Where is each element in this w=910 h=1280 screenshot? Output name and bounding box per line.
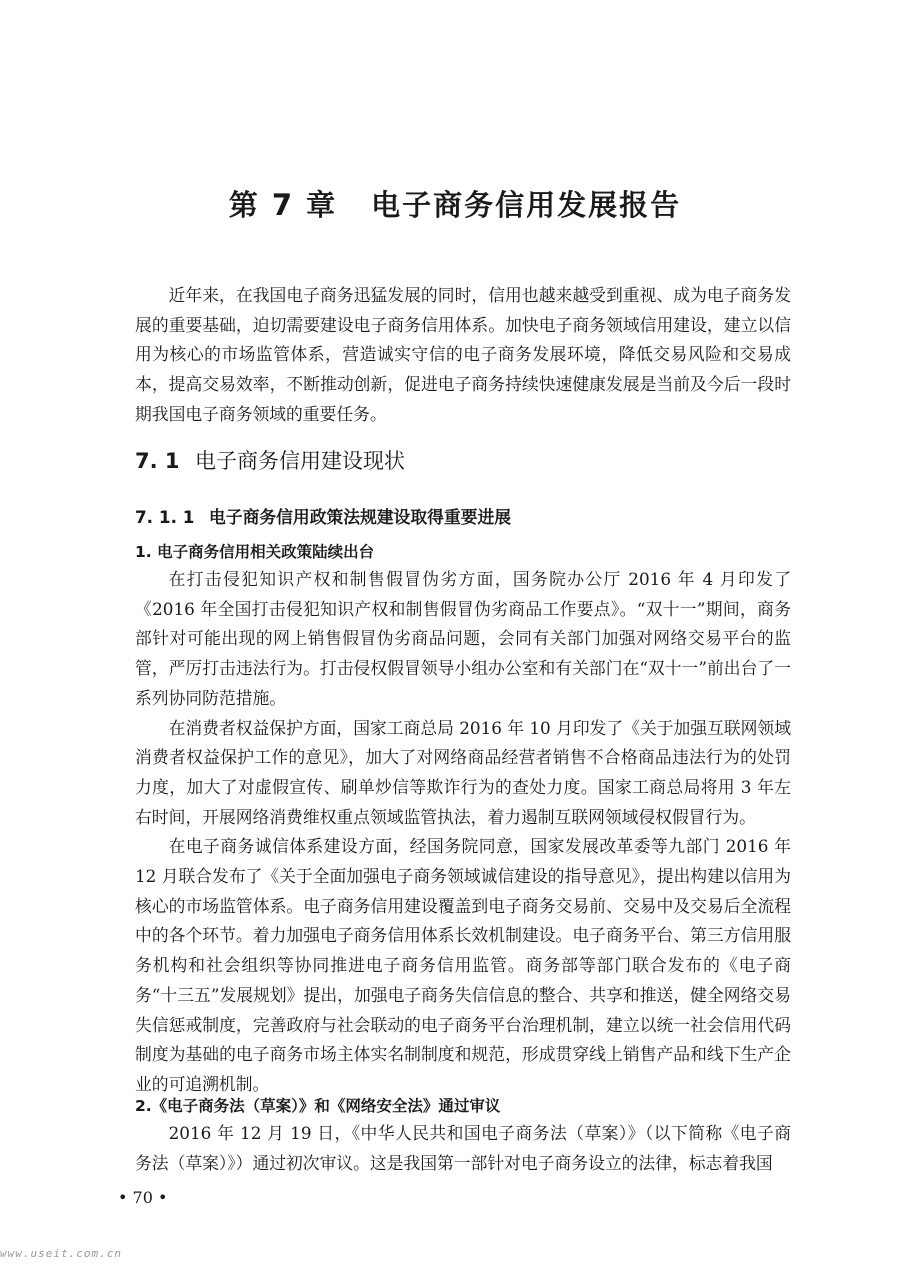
paragraph: 在打击侵犯知识产权和制售假冒伪劣方面，国务院办公厅 2016 年 4 月印发了《2016 年全国打击侵犯知识产权和制售假冒伪劣商品工作要点》。“双十一”期间，商务部针对可能出现的网上销售假冒伪劣商品问题，会同有关部门加强对网络交易平台的监管，严厉打击违法行为。打击侵权假冒领导小组办公室和有关部门在“双十一”前出台了一系列协同防范措施。 <box>135 569 791 708</box>
page-number: • 70 • <box>118 1188 168 1207</box>
watermark: www.useit.com.cn <box>0 1247 122 1260</box>
chapter-label: 第 7 章 <box>228 188 338 222</box>
item-heading-1: 1. 电子商务信用相关政策陆续出台 <box>135 543 375 561</box>
section-heading <box>135 446 405 476</box>
paragraph: 在电子商务诚信体系建设方面，经国务院同意，国家发展改革委等九部门 2016 年 12 月联合发布了《关于全面加强电子商务领域诚信建设的指导意见》，提出构建以信用为核心的市场监管体系。电子商务信用建设覆盖到电子商务交易前、交易中及交易后全流程中的各个环节。着力加强电子商务信用体系长效机制建设。电子商务平台、第三方信用服务机构和社会组织等协同推进电子商务信用监管。商务部等部门联合发布的《电子商务“十三五”发展规划》提出，加强电子商务失信信息的整合、共享和推送，健全网络交易失信惩戒制度，完善政府与社会联动的电子商务平台治理机制，建立以统一社会信用代码制度为基础的电子商务市场主体实名制制度和规范，形成贯穿线上销售产品和线下生产企业的可追溯机制。 <box>135 836 791 1094</box>
item-heading-2: 2.《电子商务法（草案）》和《网络安全法》通过审议 <box>135 1097 501 1115</box>
subsection-number: 7. 1. 1 <box>135 507 195 527</box>
paragraph: 在消费者权益保护方面，国家工商总局 2016 年 10 月印发了《关于加强互联网领域消费者权益保护工作的意见》，加大了对网络商品经营者销售不合格商品违法行为的处罚力度，加大了对虚假宣传、刷单炒信等欺诈行为的查处力度。国家工商总局将用 3 年左右时间，开展网络消费维权重点领域监管执法，着力遏制互联网领域侵权假冒行为。 <box>135 717 791 827</box>
intro-paragraph: 近年来，在我国电子商务迅猛发展的同时，信用也越来越受到重视、成为电子商务发展的重要基础，迫切需要建设电子商务信用体系。加快电子商务领域信用建设，建立以信用为核心的市场监管体系，营造诚实守信的电子商务发展环境，降低交易风险和交易成本，提高交易效率，不断推动创新，促进电子商务持续快速健康发展是当前及今后一段时期我国电子商务领域的重要任务。 <box>135 285 791 424</box>
subsection-title: 电子商务信用政策法规建设取得重要进展 <box>209 507 512 527</box>
paragraph: 2016 年 12 月 19 日，《中华人民共和国电子商务法（草案）》（以下简称《电子商务法（草案）》）通过初次审议。这是我国第一部针对电子商务设立的法律，标志着我国 <box>135 1123 791 1173</box>
section-title: 电子商务信用建设现状 <box>195 449 405 473</box>
subsection-heading <box>135 503 511 531</box>
item1-body <box>135 565 791 1100</box>
section-number: 7. 1 <box>135 449 180 473</box>
item2-body <box>135 1119 791 1178</box>
chapter-name: 电子商务信用发展报告 <box>371 188 682 222</box>
chapter-title <box>0 180 910 230</box>
